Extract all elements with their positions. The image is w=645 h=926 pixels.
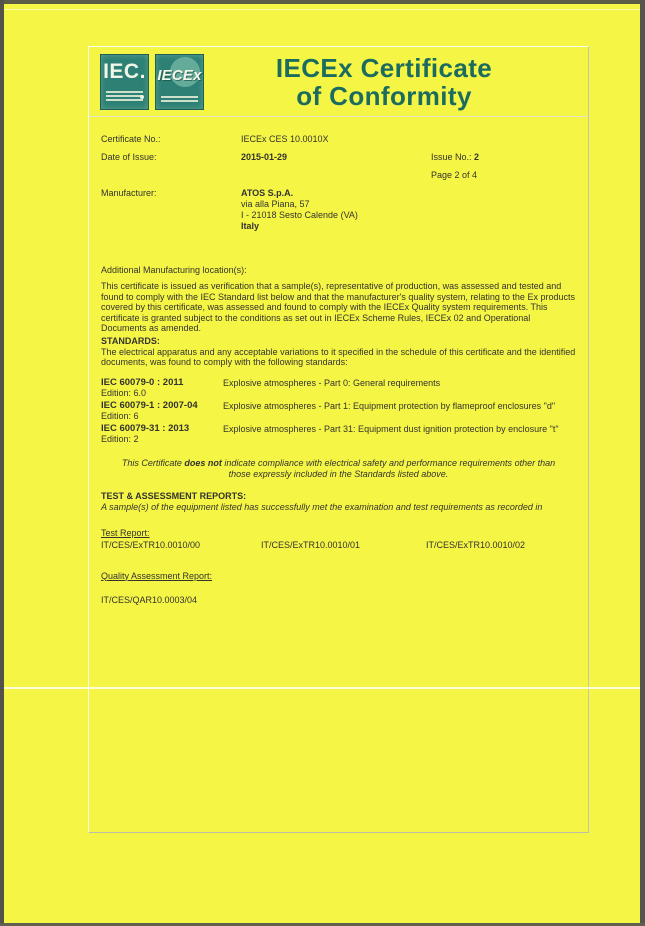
manufacturer-name: ATOS S.p.A. (241, 188, 294, 198)
certificate-frame (88, 46, 589, 833)
quality-assessment-report-number: IT/CES/QAR10.0003/04 (101, 594, 198, 605)
scan-edge-right (640, 0, 645, 926)
certificate-no-row (101, 134, 576, 145)
quality-assessment-report-label: Quality Assessment Report: (101, 570, 213, 581)
title-line-1: IECEx Certificate (275, 52, 493, 83)
scan-edge-left (0, 0, 4, 926)
iec-logo-label: IEC . (101, 60, 148, 84)
certificate-intro-paragraph: This certificate is issued as verification that a sample(s), representative of production, was assessed and tested and found to comply with the IEC Standard list below and that the manufacturer's quality system, relating to the Ex products covered by this certificate, was assessed and found to comply with the IECEx Quality system requirements. This certificate is granted subject to the conditions as set out in IECEx Scheme Rules, IECEx 02 and Operational Documents as amended. (101, 281, 575, 333)
standard-description: Explosive atmospheres - Part 0: General requirements (223, 377, 441, 388)
paper-fold-line-middle (0, 687, 645, 689)
test-report-number: IT/CES/ExTR10.0010/02 (426, 539, 526, 550)
logo-group (100, 54, 204, 110)
address-line-1: via alla Piana, 57 (241, 199, 310, 209)
standard-row (101, 423, 576, 445)
certificate-title (204, 54, 578, 110)
standards-list (101, 377, 576, 445)
certificate-details (101, 134, 576, 232)
manufacturer-row (101, 188, 576, 232)
standard-edition: Edition: 2 (101, 433, 139, 444)
iecex-logo-lines (161, 94, 198, 102)
certificate-no-value: IECEx CES 10.0010X (241, 134, 329, 144)
test-report-numbers (101, 540, 576, 551)
iec-logo-lines (106, 89, 143, 101)
test-report-label: Test Report: (101, 527, 150, 538)
standard-code-cell (101, 400, 223, 422)
issue-no: Issue No.: 2 (431, 152, 480, 162)
standard-description: Explosive atmospheres - Part 1: Equipment protection by flameproof enclosures "d" (223, 400, 556, 411)
address-line-2: I - 21018 Sesto Calende (VA) (241, 210, 358, 220)
manufacturer-address (241, 188, 431, 232)
standards-disclaimer: This Certificate does not indicate compliance with electrical safety and performance requirements other than those expressly included in the Standards listed above. (121, 457, 556, 479)
standard-code: IEC 60079-1 : 2007-04 (101, 399, 198, 411)
additional-manufacturing-label: Additional Manufacturing location(s): (101, 265, 247, 275)
iec-logo-icon (100, 54, 149, 110)
manufacturer-label: Manufacturer: (101, 188, 157, 198)
title-line-2: of Conformity (296, 80, 472, 111)
standard-code-cell (101, 423, 223, 445)
standard-description: Explosive atmospheres - Part 31: Equipment dust ignition protection by enclosure "t" (223, 423, 559, 434)
standard-edition: Edition: 6.0 (101, 387, 147, 398)
standard-code-cell (101, 377, 223, 399)
page-number-row (101, 170, 576, 181)
certificate-no-label: Certificate No.: (101, 134, 161, 144)
date-of-issue-value: 2015-01-29 (241, 152, 288, 162)
standards-heading: STANDARDS: (101, 335, 160, 346)
scan-edge-top (0, 0, 645, 4)
standard-row (101, 400, 576, 422)
test-reports-intro: A sample(s) of the equipment listed has successfully met the examination and test requirements as recorded in (101, 501, 543, 512)
iec-logo-dot (140, 95, 144, 99)
certificate-body (89, 134, 588, 606)
test-reports-heading: TEST & ASSESSMENT REPORTS: (101, 490, 247, 501)
date-of-issue-label: Date of Issue: (101, 152, 157, 162)
standard-code: IEC 60079-0 : 2011 (101, 376, 184, 388)
standards-intro: The electrical apparatus and any acceptable variations to it specified in the schedule of this certificate and the identified documents, was found to comply with the following standards: (101, 346, 576, 367)
standard-row (101, 377, 576, 399)
iecex-logo-icon (155, 54, 204, 110)
address-country: Italy (241, 221, 260, 231)
standard-edition: Edition: 6 (101, 410, 139, 421)
test-report-number: IT/CES/ExTR10.0010/00 (101, 539, 201, 550)
date-of-issue-row (101, 152, 576, 163)
paper-fold-line-top (0, 9, 645, 10)
test-report-number: IT/CES/ExTR10.0010/01 (261, 539, 361, 550)
certificate-header (89, 47, 588, 117)
disclaimer-emphasis: does not (184, 457, 222, 468)
page-number: Page 2 of 4 (431, 170, 478, 180)
iecex-logo-label: IECEx (157, 66, 202, 84)
standard-code: IEC 60079-31 : 2013 (101, 422, 190, 434)
